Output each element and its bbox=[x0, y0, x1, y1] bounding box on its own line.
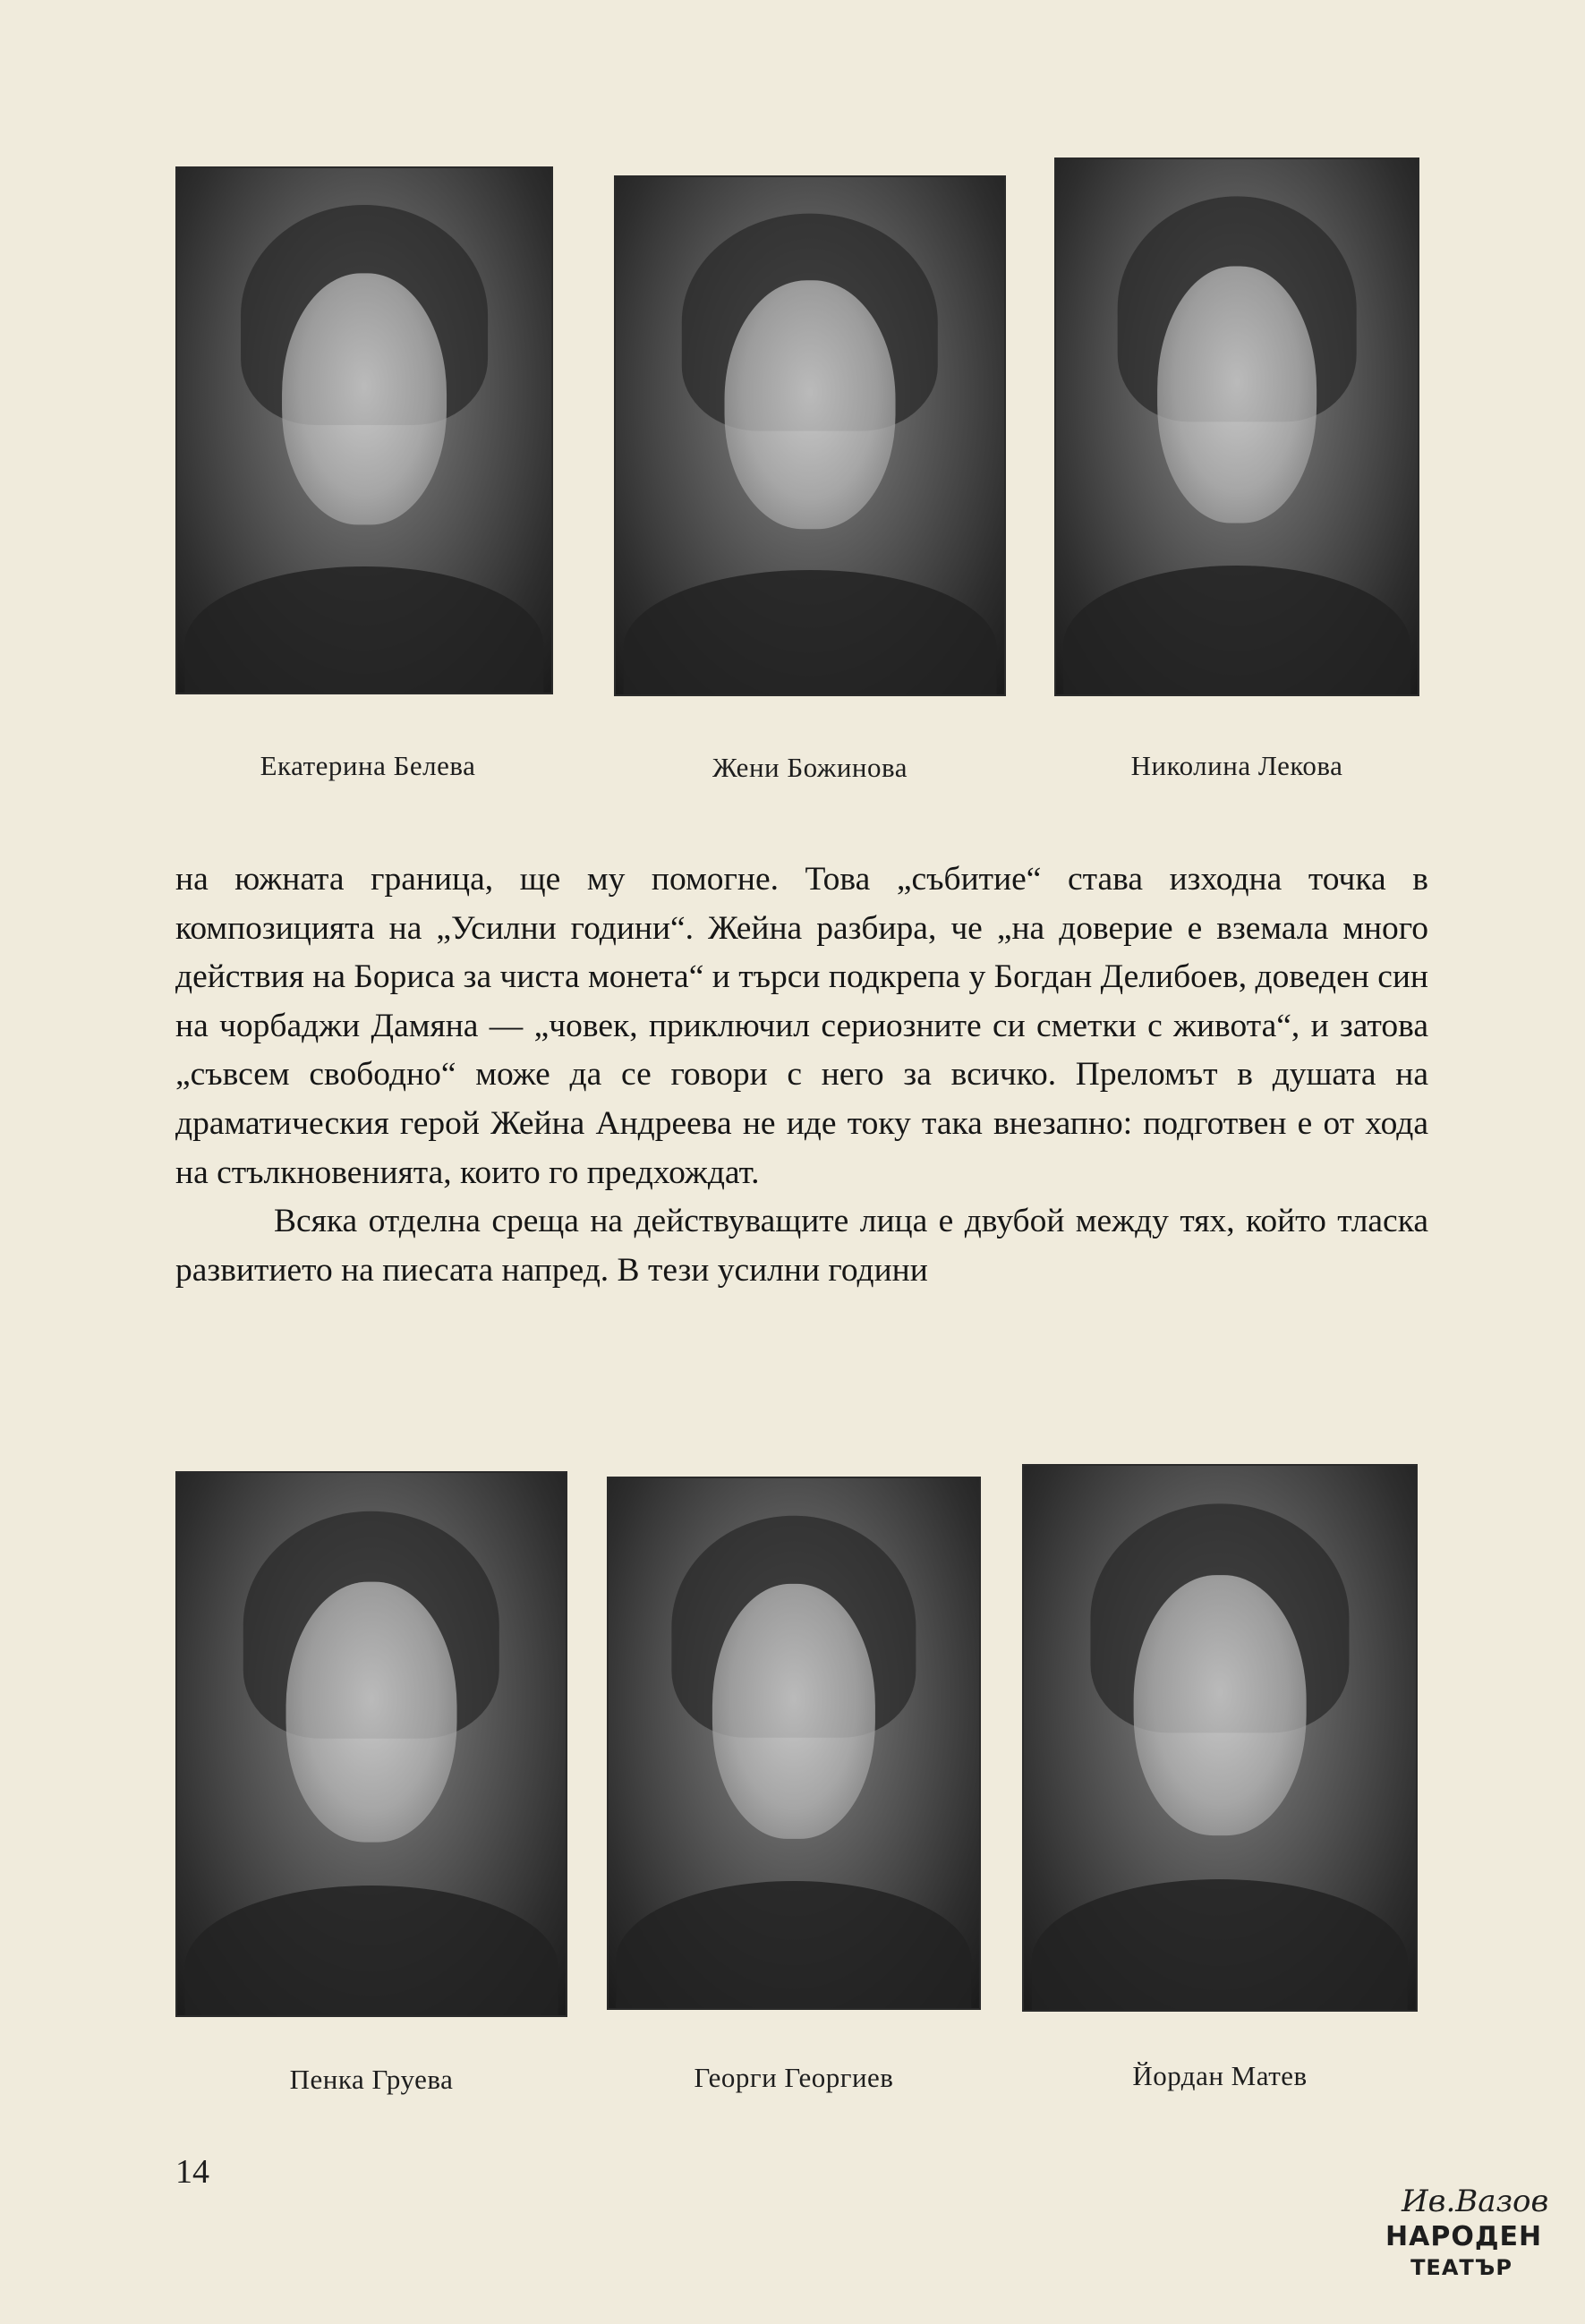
portrait-caption: Йордан Матев bbox=[1132, 2060, 1308, 2091]
portrait-caption: Николина Лекова bbox=[1130, 750, 1343, 781]
portrait-photo-penka-grueva bbox=[175, 1471, 567, 2017]
photo-face-shape bbox=[282, 273, 447, 524]
page-number: 14 bbox=[175, 2153, 209, 2191]
photo-face-shape bbox=[286, 1581, 457, 1842]
article-body bbox=[175, 856, 1428, 1295]
portrait-caption: Екатерина Белева bbox=[260, 750, 476, 781]
portrait-photo-zheni-bozhinova bbox=[614, 175, 1006, 696]
portrait-photo-yordan-matev bbox=[1022, 1464, 1418, 2012]
portrait-photo-georgi-georgiev bbox=[607, 1477, 981, 2010]
portrait-caption: Пенка Груева bbox=[289, 2064, 454, 2095]
photo-shoulders-shape bbox=[624, 570, 997, 696]
body-paragraph: на южната граница, ще му помогне. Това „събитие“ става изходна точка в композицията на „Усилни години“. Жейна разбира, че „на доверие е вземала много действия на Бориса за чиста монета“ и търси подкрепа у Богдан Делибоев, доведен син на чорбаджи Дамяна — „човек, приключил сериозните си сметки с живота“, и затова „съвсем свободно“ може да се говори с него за всичко. Преломът в душата на драматическия герой Жейна Андреева не иде току така внезапно: подготвен е от хода на стълкновенията, които го предхождат. bbox=[175, 861, 1428, 1191]
logo-line-1: НАРОДЕН bbox=[1385, 2221, 1543, 2252]
body-paragraph: Всяка отделна среща на действуващите лица е двубой между тях, който тласка развитието на пиесата напред. В тези усилни години bbox=[175, 1203, 1428, 1289]
portrait-caption: Георги Георгиев bbox=[694, 2062, 894, 2093]
logo-line-2: ТЕАТЪР bbox=[1410, 2255, 1513, 2280]
photo-shoulders-shape bbox=[1032, 1879, 1408, 2012]
portrait-caption: Жени Божинова bbox=[712, 752, 908, 783]
photo-face-shape bbox=[1134, 1575, 1307, 1836]
logo-script-signature: Ив.Вазов bbox=[1402, 2184, 1549, 2219]
photo-face-shape bbox=[1157, 267, 1317, 524]
photo-face-shape bbox=[725, 281, 896, 529]
portrait-photo-nikolina-lekova bbox=[1054, 157, 1419, 696]
photo-shoulders-shape bbox=[1063, 566, 1410, 696]
portrait-photo-ekaterina-beleva bbox=[175, 166, 553, 694]
photo-face-shape bbox=[712, 1584, 875, 1838]
photo-shoulders-shape bbox=[616, 1881, 971, 2010]
photo-shoulders-shape bbox=[185, 1886, 558, 2017]
photo-shoulders-shape bbox=[184, 566, 543, 694]
national-theatre-logo bbox=[1385, 2184, 1555, 2291]
